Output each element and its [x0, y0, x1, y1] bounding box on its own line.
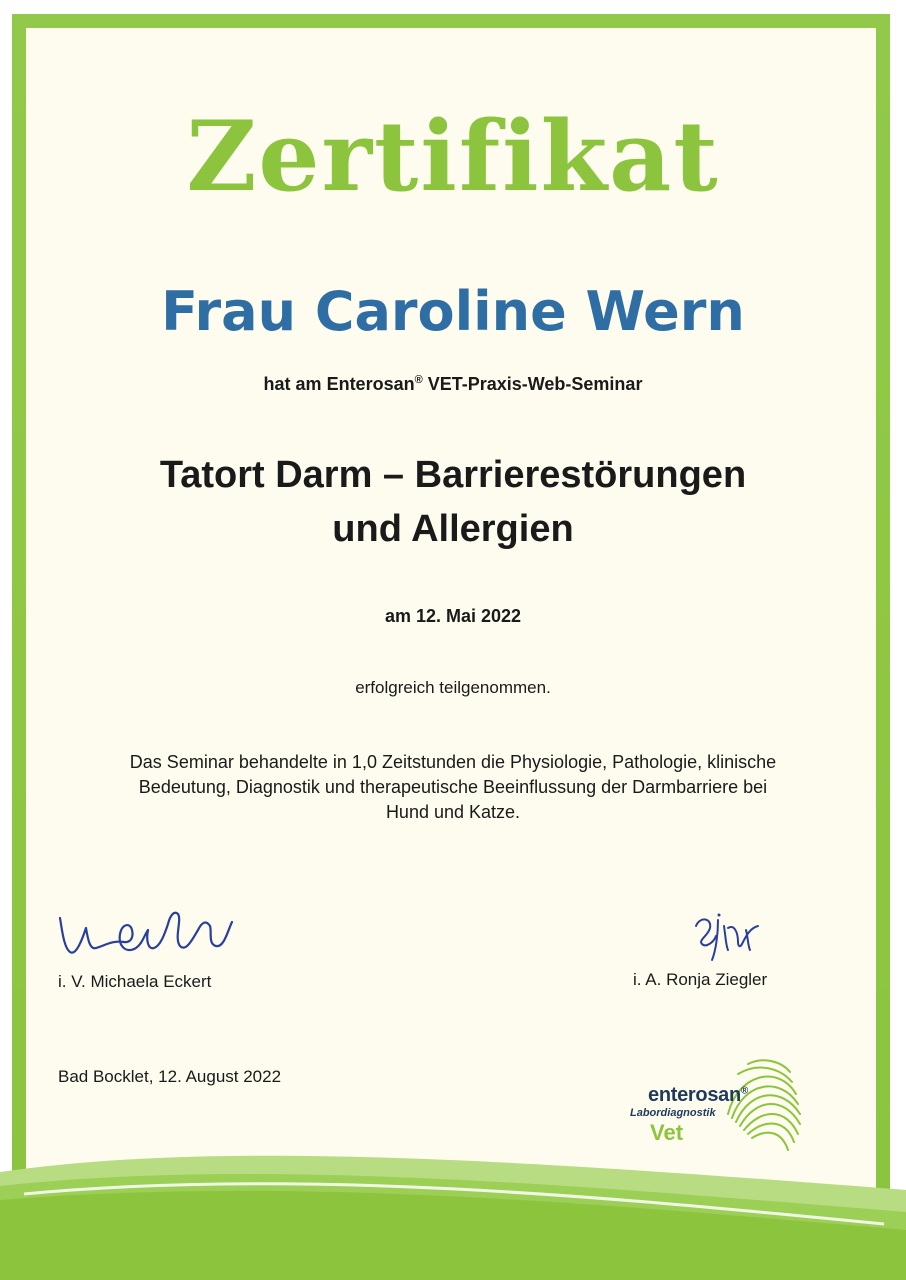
logo-registered-mark: ®: [740, 1085, 748, 1097]
signature-eckert: [56, 900, 266, 970]
place-and-date: Bad Bocklet, 12. August 2022: [58, 1067, 282, 1086]
signature-ziegler: [688, 906, 778, 966]
certificate-title: Zertifikat: [186, 100, 720, 213]
seminar-intro: [0, 374, 906, 395]
logo-subtitle: Labordiagnostik: [630, 1107, 716, 1119]
intro-prefix: hat am Enterosan: [263, 374, 415, 394]
seminar-date: am 12. Mai 2022: [384, 606, 522, 626]
intro-suffix: VET-Praxis-Web-Seminar: [422, 374, 643, 394]
description-line1: Das Seminar behandelte in 1,0 Zeitstunden die Physiologie, Pathologie, klinische: [129, 752, 777, 772]
logo-brand: [648, 1084, 748, 1107]
registered-mark: ®: [414, 374, 423, 386]
recipient-name: Frau Caroline Wern: [161, 280, 745, 343]
seminar-title-line1: Tatort Darm – Barrierestörungen: [159, 454, 747, 496]
description-line2: Bedeutung, Diagnostik und therapeutische Beeinflussung der Darmbarriere bei: [138, 777, 768, 797]
signatory-left: i. V. Michaela Eckert: [58, 972, 212, 991]
logo-brand-text: enterosan: [648, 1084, 741, 1106]
description-line3: Hund und Katze.: [385, 802, 521, 822]
seminar-description: [60, 750, 846, 825]
swirl-icon: [708, 1054, 808, 1164]
seminar-title: [0, 448, 906, 556]
completion-result: erfolgreich teilgenommen.: [355, 678, 551, 697]
seminar-title-line2: und Allergien: [332, 508, 574, 550]
enterosan-vet-logo: [618, 1054, 808, 1164]
signatory-right: i. A. Ronja Ziegler: [633, 970, 768, 989]
logo-product: Vet: [650, 1120, 684, 1145]
